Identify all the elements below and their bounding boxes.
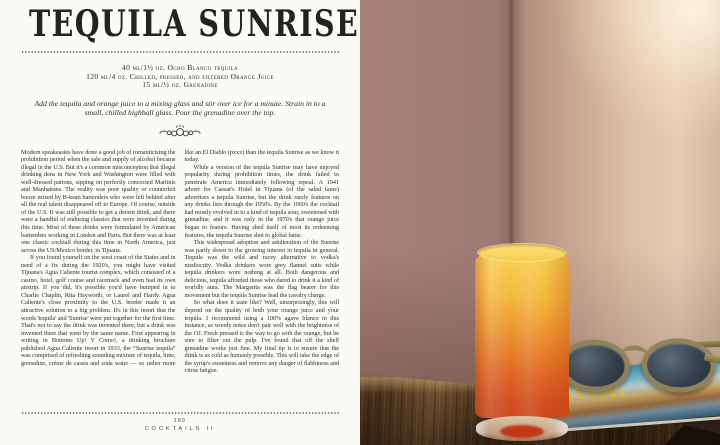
footer-dotted-rule xyxy=(21,412,339,414)
glass-base xyxy=(476,416,568,441)
tequila-sunrise-drink xyxy=(475,248,569,418)
title-dotted-rule xyxy=(21,51,339,53)
highball-glass xyxy=(475,246,569,442)
sunglasses xyxy=(557,326,720,398)
method-instructions: Add the tequila and orange juice to a mixing glass and stir over ice for a minute. Strain in to a small, chilled highball glass. Pour the grenadine over the top. xyxy=(34,99,326,118)
recipe-line: 40 ml/1½ oz. Ocho Blanco tequila xyxy=(122,63,238,72)
body-text xyxy=(21,149,339,409)
body-paragraph: While a version of the tequila Sunrise may have enjoyed popularity during prohibition times, the drink failed to penetrate America immediately following repeal. A 1941 advert for Caesar's Hotel in Tijuana (of the salad fame) advertises a tequila Sunrise, but the drink rarely features on any drinks lists through the 1950's. By the 1960's the cocktail had mostly evolved in to a kind of tequila sour, sweetened with grenadine, and it was only in the 1970's that orange juice began to feature. Having shed itself of most its redeeming features, the tequila Sunrise shot to global fame. xyxy=(184,163,339,239)
sunglasses-left-lens xyxy=(559,338,631,393)
body-paragraph: Modern speakeasies have done a good job of romanticising the prohibition period when the sale and supply of alcohol became illegal in the U.S. But it's a common misconception that illegal drinking dens in New York and Washington were filled with well-dressed patrons, sipping on perfectly concocted Martinis and Manhattans. The reality was poor quality or counterfeit booze mixed by B-team bartenders who were left behind after all the real talent disappeared off to Europe. Of course, outside of the U.S. It was still possible to get a decent drink, and there were a handful of enduring classics that were invented during this time. Most of these drinks were formulated by American bartenders working in London and Paris. But there was at least one classic cocktail during this time in North America, just across the US/Mexico border, in Tijuana. xyxy=(21,148,176,254)
cocktail-photo xyxy=(360,0,720,445)
body-paragraph: If you found yourself on the west coast of the States and in need of a fix during the 1920's, you might have visited Tijuana's Agua Caliente tourist complex, which consisted of a casino, hotel, golf course and racetrack and even had its own airstrip. If you did, it's possible you'd have bumped in to Charlie Chaplin, Rita Hayworth, or Laurel and Hardy. Agua Caliente's close proximity to the U.S. border made it an attractive solution to a big problem. It's in this resort that the words 'tequila' and 'Sunrise' were put together for the first time. That's not to say the drink was invented there, but a drink was invented there that went by the same name. First appearing in writing in Bottoms Up! Y Como!, a drinking brochure published Agua Caliente resort in 1933, the “Sunrise tequila” was comprised of refreshing sounding mixture of tequila, lime, grenadine, crème de cassis and soda water — so rather more like an El Diablo (pxxx) than the tequila Sunrise as we know it today. xyxy=(21,148,339,367)
page-footer xyxy=(21,405,339,432)
body-paragraph: So what does it taste like? Well, unsurprisingly, this will depend on the quality of both your orange juice and your tequila. I recommend using a 100% agave blanco in this instance, as woody notes don't pair well with the brightness of the OJ. Fresh pressed is the way to go with the orange, but be sure to filter out the pulp. I've found that off the shelf grenadine works just fine. My final tip is to ensure that the drink is as cold as humanly possible. This will take the edge of the syrup's sweetness and remove any danger of flabbiness and citrus fatigue. xyxy=(184,299,339,375)
page-number: 180 xyxy=(174,418,186,424)
book-title: COCKTAILS II xyxy=(144,426,216,432)
recipe-line: 15 ml/½ oz. Grenadine xyxy=(142,80,218,90)
recipe-line: 120 ml/4 oz. Chilled, pressed, and filtered Orange Juice xyxy=(86,71,274,81)
recipe-block xyxy=(21,64,339,90)
glass-base-highlights xyxy=(476,416,568,441)
sunglasses-bridge xyxy=(621,345,648,363)
page-title: TEQUILA SUNRISE xyxy=(28,3,360,46)
body-paragraph: This widespread adoption and adulteration of the Sunrise was partly down to the growing interest in tequila in general. Tequila was the wild and racey alternative to vodka's mediocrity. Vodka drinkers wore grey flannel suits while tequila drinkers wore nothing at all. Both dangerous and delicious, tequila afforded those who dared to drink it a kind of worldly aura. The Margarita was the flag bearer for this movement but the tequila Sunrise lead the cavalry charge. xyxy=(184,239,339,299)
drink-cylinder-shading xyxy=(475,248,569,418)
ornament-flourish-icon xyxy=(21,124,339,141)
drink-surface xyxy=(478,244,566,261)
